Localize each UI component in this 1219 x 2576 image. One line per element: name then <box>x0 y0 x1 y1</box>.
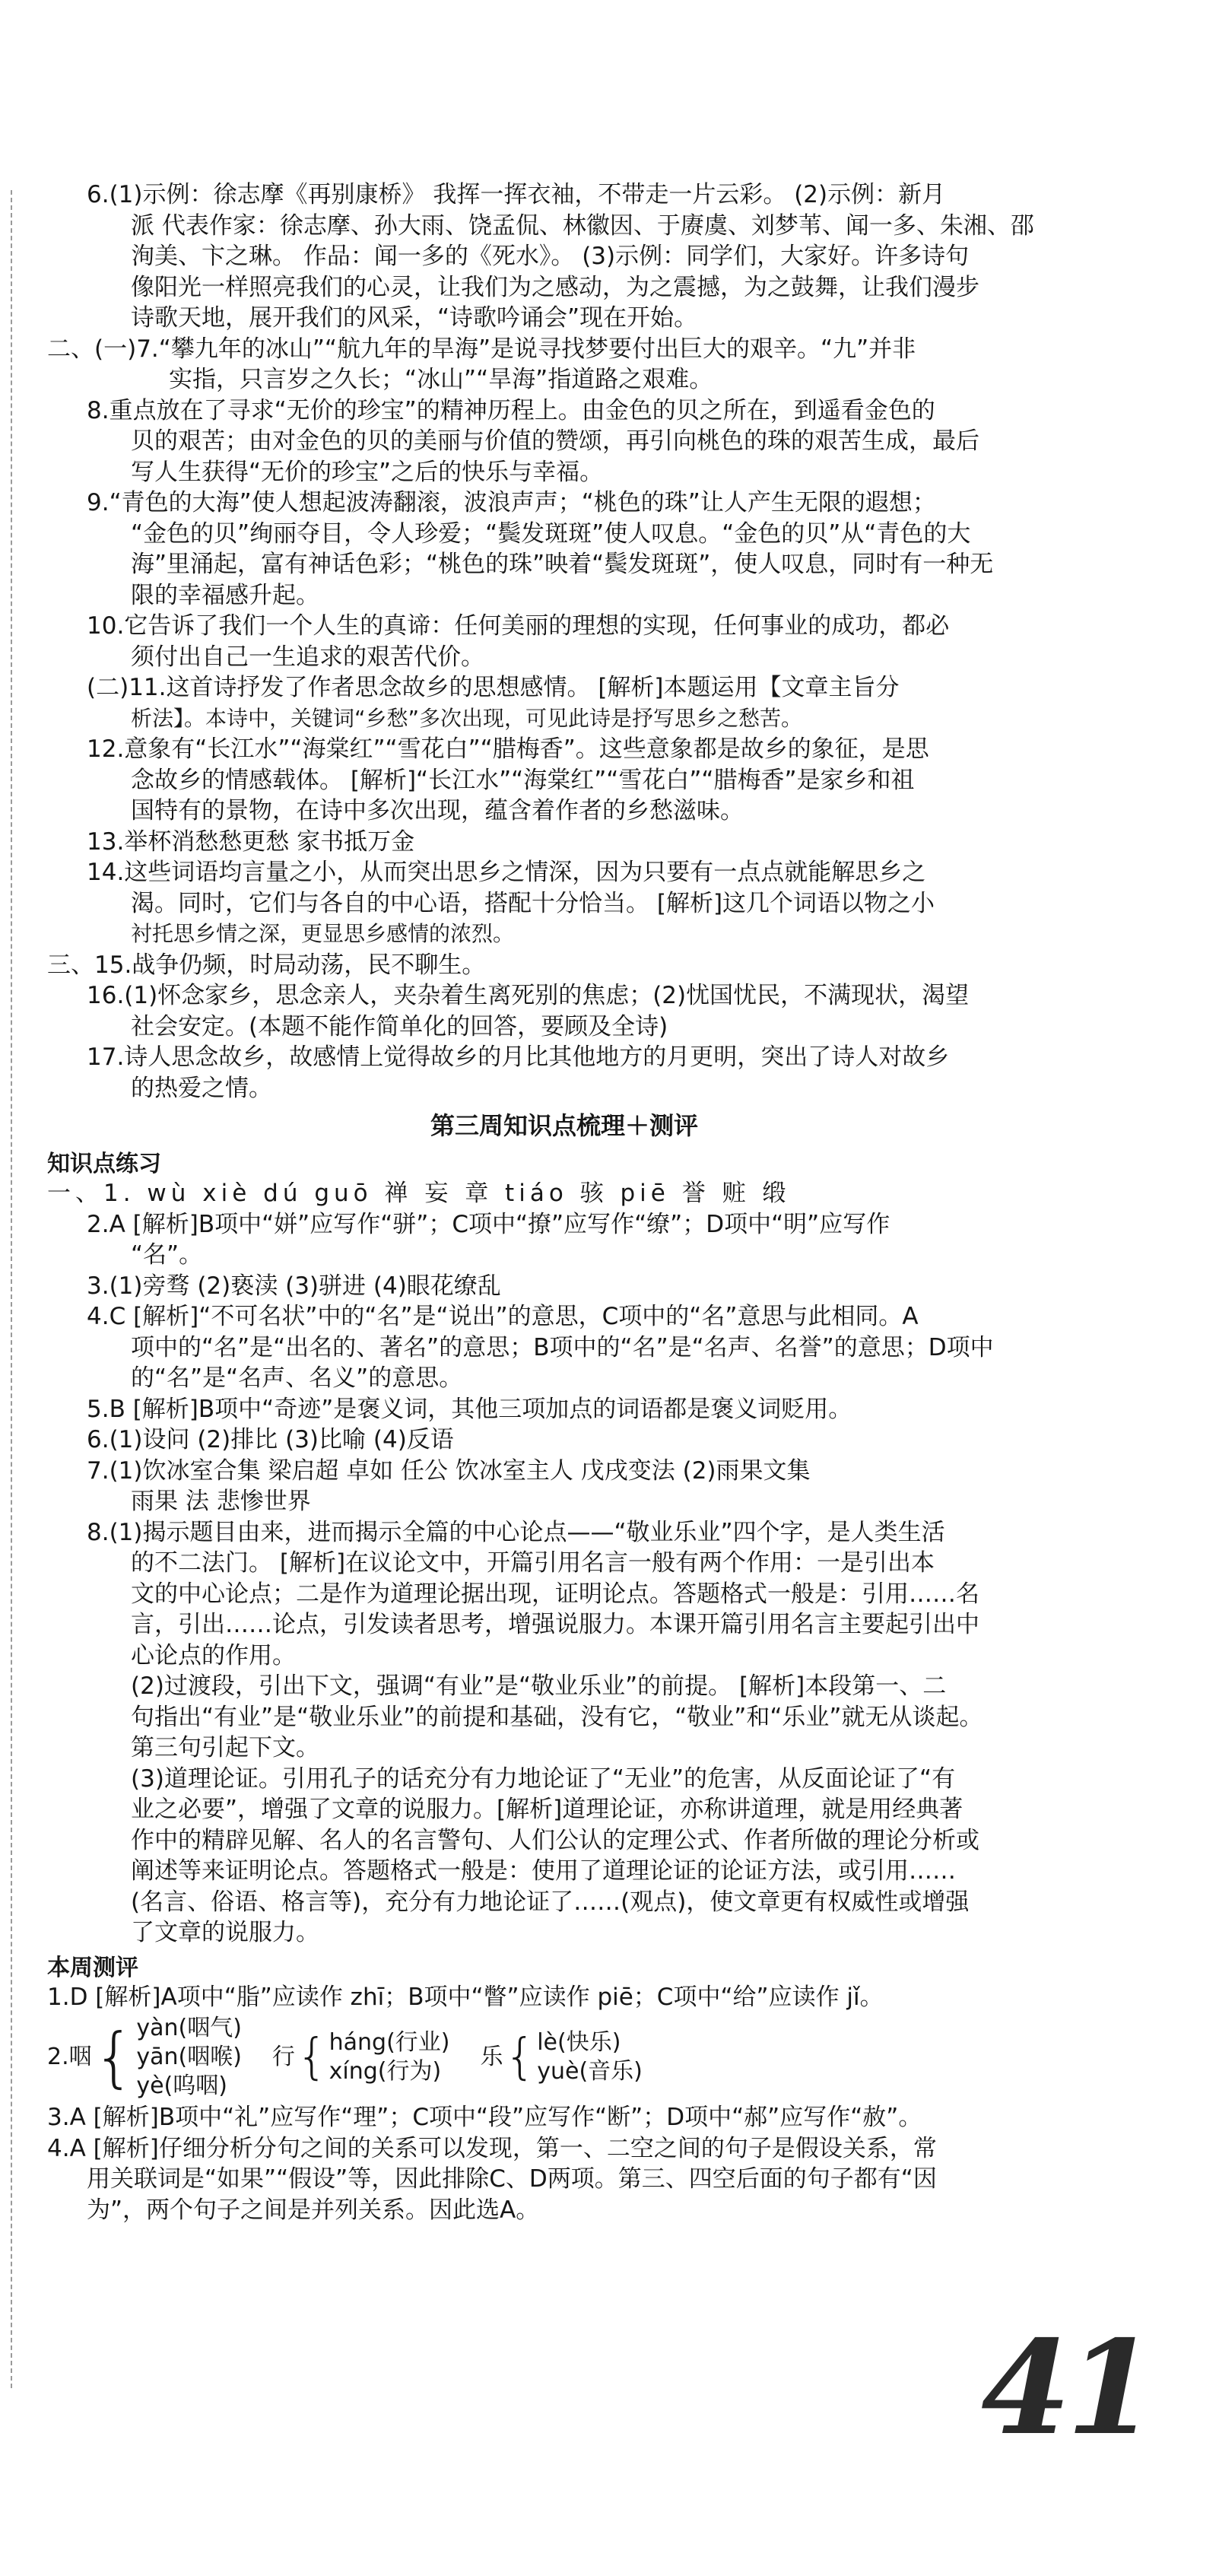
answer-line: 12.意象有“长江水”“海棠红”“雪花白”“腊梅香”。这些意象都是故乡的象征，是思 <box>87 735 929 763</box>
answer-line: 须付出自己一生追求的艰苦代价。 <box>131 643 484 671</box>
answer-line: 派 代表作家：徐志摩、孙大雨、饶孟侃、林徽因、于赓虞、刘梦苇、闻一多、朱湘、邵 <box>131 211 1034 240</box>
answer-line: 用关联词是“如果”“假设”等，因此排除C、D两项。第三、四空后面的句子都有“因 <box>87 2165 937 2193</box>
section-knowledge-practice: 知识点练习 <box>47 1151 161 1177</box>
polyphone-answer <box>47 2014 1081 2101</box>
yan-reading: yàn(咽气) <box>136 2015 242 2041</box>
answer-line: 渴。同时，它们与各自的中心语，搭配十分恰当。 [解析]这几个词语以物之小 <box>131 889 935 917</box>
answer-line: 写人生获得“无价的珍宝”之后的快乐与幸福。 <box>131 458 604 486</box>
polyphone-lead: 2.咽 <box>47 2044 92 2070</box>
answer-line: 作中的精辟见解、名人的名言警句、人们公认的定理公式、作者所做的理论分析或 <box>131 1826 979 1854</box>
answer-line: 心论点的作用。 <box>131 1641 296 1669</box>
answer-line: (名言、俗语、格言等)，充分有力地论证了……(观点)，使文章更有权威性或增强 <box>131 1888 970 1916</box>
answer-line: 文的中心论点；二是作为道理论据出现，证明论点。答题格式一般是：引用……名 <box>131 1580 979 1608</box>
answer-line: (3)道理论证。引用孔子的话充分有力地论证了“无业”的危害，从反面论证了“有 <box>131 1764 956 1793</box>
answer-line: 像阳光一样照亮我们的心灵，让我们为之感动，为之震撼，为之鼓舞，让我们漫步 <box>131 273 979 301</box>
answer-line: 阐述等来证明论点。答题格式一般是：使用了道理论证的论证方法，或引用…… <box>131 1857 956 1885</box>
answer-line: 17.诗人思念故乡，故感情上觉得故乡的月比其他地方的月更明，突出了诗人对故乡 <box>87 1043 950 1071</box>
answer-line: 为”，两个句子之间是并列关系。因此选A。 <box>87 2196 540 2224</box>
le-reading: lè(快乐) <box>537 2029 621 2056</box>
yan-readings <box>136 2014 242 2101</box>
answer-line: 14.这些词语均言量之小，从而突出思乡之情深，因为只要有一点点就能解思乡之 <box>87 859 926 886</box>
answer-line: 洵美、卞之琳。 作品：闻一多的《死水》。 (3)示例：同学们，大家好。许多诗句 <box>131 243 970 270</box>
pinyin-answers: 一、1. wù xiè dú guō 禅 妄 章 tiáo 骇 piē 誉 赃 缎 <box>47 1180 791 1207</box>
answer-line: 9.“青色的大海”使人想起波涛翻滚，波浪声声；“桃色的珠”让人产生无限的遐想； <box>87 489 936 516</box>
answer-line: 二、(一)7.“攀九年的冰山”“航九年的旱海”是说寻找梦要付出巨大的艰辛。“九”并非 <box>47 335 916 363</box>
answer-line: (二)11.这首诗抒发了作者思念故乡的思想感情。 [解析]本题运用【文章主旨分 <box>87 674 900 701</box>
answer-line: 实指，只言岁之久长；“冰山”“旱海”指道路之艰难。 <box>169 366 713 393</box>
week-title: 第三周知识点梳理＋测评 <box>430 1111 698 1140</box>
answer-line: 限的幸福感升起。 <box>131 581 319 609</box>
answer-line: 4.A [解析]仔细分析分句之间的关系可以发现，第一、二空之间的句子是假设关系，常 <box>47 2134 937 2162</box>
answer-content <box>47 179 1081 2225</box>
answer-line: 6.(1)示例：徐志摩《再别康桥》 我挥一挥衣袖，不带走一片云彩。 (2)示例：新月 <box>87 181 946 208</box>
test-answer-1: 1.D [解析]A项中“脂”应读作 zhī；B项中“瞥”应读作 piē；C项中“给”应读作 jǐ。 <box>47 1983 884 2011</box>
hang-reading: xíng(行为) <box>329 2058 442 2085</box>
answer-line: 5.B [解析]B项中“奇迹”是褒义词，其他三项加点的词语都是褒义词贬用。 <box>87 1395 852 1423</box>
answer-line: 的不二法门。 [解析]在议论文中，开篇引用名言一般有两个作用：一是引出本 <box>131 1549 935 1577</box>
answer-line: 8.(1)揭示题目由来，进而揭示全篇的中心论点——“敬业乐业”四个字，是人类生活 <box>87 1518 945 1546</box>
answer-line: 3.A [解析]B项中“礼”应写作“理”；C项中“段”应写作“断”；D项中“郝”应写作“赦”。 <box>47 2104 922 2131</box>
brace-icon: { <box>93 2019 135 2095</box>
answer-line: 三、15.战争仍频，时局动荡，民不聊生。 <box>47 951 486 979</box>
answer-line: 2.A [解析]B项中“姘”应写作“骈”；C项中“撩”应写作“缭”；D项中“明”应写作 <box>87 1210 890 1238</box>
yan-reading: yè(呜咽) <box>136 2073 227 2099</box>
answer-line: 析法】。本诗中，关键词“乡愁”多次出现，可见此诗是抒写思乡之愁苦。 <box>131 705 803 731</box>
answer-line: 言，引出……论点，引发读者思考，增强说服力。本课开篇引用名言主要起引出中 <box>131 1611 979 1638</box>
answer-line: 了文章的说服力。 <box>131 1919 319 1946</box>
section-weekly-test: 本周测评 <box>47 1954 138 1981</box>
answer-line: 第三句引起下文。 <box>131 1734 319 1761</box>
answer-line: 8.重点放在了寻求“无价的珍宝”的精神历程上。由金色的贝之所在，到遥看金色的 <box>87 396 935 424</box>
answer-line: 海”里涌起，富有神话色彩；“桃色的珠”映着“鬓发斑斑”，使人叹息，同时有一种无 <box>131 551 994 578</box>
answer-line: 念故乡的情感载体。 [解析]“长江水”“海棠红”“雪花白”“腊梅香”是家乡和祖 <box>131 766 915 794</box>
le-reading: yuè(音乐) <box>537 2058 643 2085</box>
answer-line: 衬托思乡情之深，更显思乡感情的浓烈。 <box>131 921 515 946</box>
knowledge-practice-answers <box>47 1209 1081 1949</box>
answer-line: 雨果 法 悲惨世界 <box>131 1488 311 1515</box>
answer-line: (2)过渡段，引出下文，强调“有业”是“敬业乐业”的前提。 [解析]本段第一、二 <box>131 1672 947 1700</box>
brace-icon: { <box>504 2029 536 2085</box>
le-lead: 乐 <box>480 2044 503 2070</box>
answer-line: 13.举杯消愁愁更愁 家书抵万金 <box>87 827 415 856</box>
answer-line: 3.(1)旁骛 (2)亵渎 (3)骈进 (4)眼花缭乱 <box>87 1272 501 1300</box>
brace-icon: { <box>296 2029 328 2085</box>
answer-line: 业之必要”，增强了文章的说服力。[解析]道理论证，亦称讲道理，就是用经典著 <box>131 1796 963 1823</box>
answer-line: 6.(1)设问 (2)排比 (3)比喻 (4)反语 <box>87 1426 454 1453</box>
week-two-answers <box>47 179 1081 1104</box>
answer-line: 7.(1)饮冰室合集 梁启超 卓如 任公 饮冰室主人 戊戌变法 (2)雨果文集 <box>87 1456 811 1485</box>
answer-line: 社会安定。(本题不能作简单化的回答，要顾及全诗) <box>131 1012 668 1040</box>
answer-line: 10.它告诉了我们一个人生的真谛：任何美丽的理想的实现，任何事业的成功，都必 <box>87 612 950 640</box>
yan-reading: yān(咽喉) <box>136 2044 242 2070</box>
answer-line: 句指出“有业”是“敬业乐业”的前提和基础，没有它，“敬业”和“乐业”就无从谈起。 <box>131 1703 983 1731</box>
answer-line: “金色的贝”绚丽夺目，令人珍爱；“鬓发斑斑”使人叹息。“金色的贝”从“青色的大 <box>131 519 971 548</box>
answer-line: 的热爱之情。 <box>131 1074 272 1102</box>
binding-dashed-line <box>11 190 12 2388</box>
answer-line: 诗歌天地，展开我们的风采，“诗歌吟诵会”现在开始。 <box>131 304 698 332</box>
hang-lead: 行 <box>271 2044 295 2070</box>
answer-line: 国特有的景物，在诗中多次出现，蕴含着作者的乡愁滋味。 <box>131 797 744 824</box>
answer-line: 4.C [解析]“不可名状”中的“名”是“说出”的意思，C项中的“名”意思与此相同。A <box>87 1303 919 1330</box>
le-readings <box>537 2028 643 2086</box>
answer-line: 的“名”是“名声、名义”的意思。 <box>131 1364 463 1392</box>
hang-reading: háng(行业) <box>329 2029 450 2056</box>
answer-line: 项中的“名”是“出名的、著名”的意思；B项中的“名”是“名声、名誉”的意思；D项中 <box>131 1333 994 1361</box>
hang-readings <box>329 2028 450 2086</box>
weekly-test-answers <box>47 2102 1081 2225</box>
answer-line: 16.(1)怀念家乡，思念亲人，夹杂着生离死别的焦虑；(2)忧国忧民，不满现状，渴望 <box>87 982 970 1009</box>
answer-line: 贝的艰苦；由对金色的贝的美丽与价值的赞颂，再引向桃色的珠的艰苦生成，最后 <box>131 427 979 455</box>
answer-line: “名”。 <box>131 1241 203 1269</box>
page-number: 41 <box>981 2312 1152 2464</box>
